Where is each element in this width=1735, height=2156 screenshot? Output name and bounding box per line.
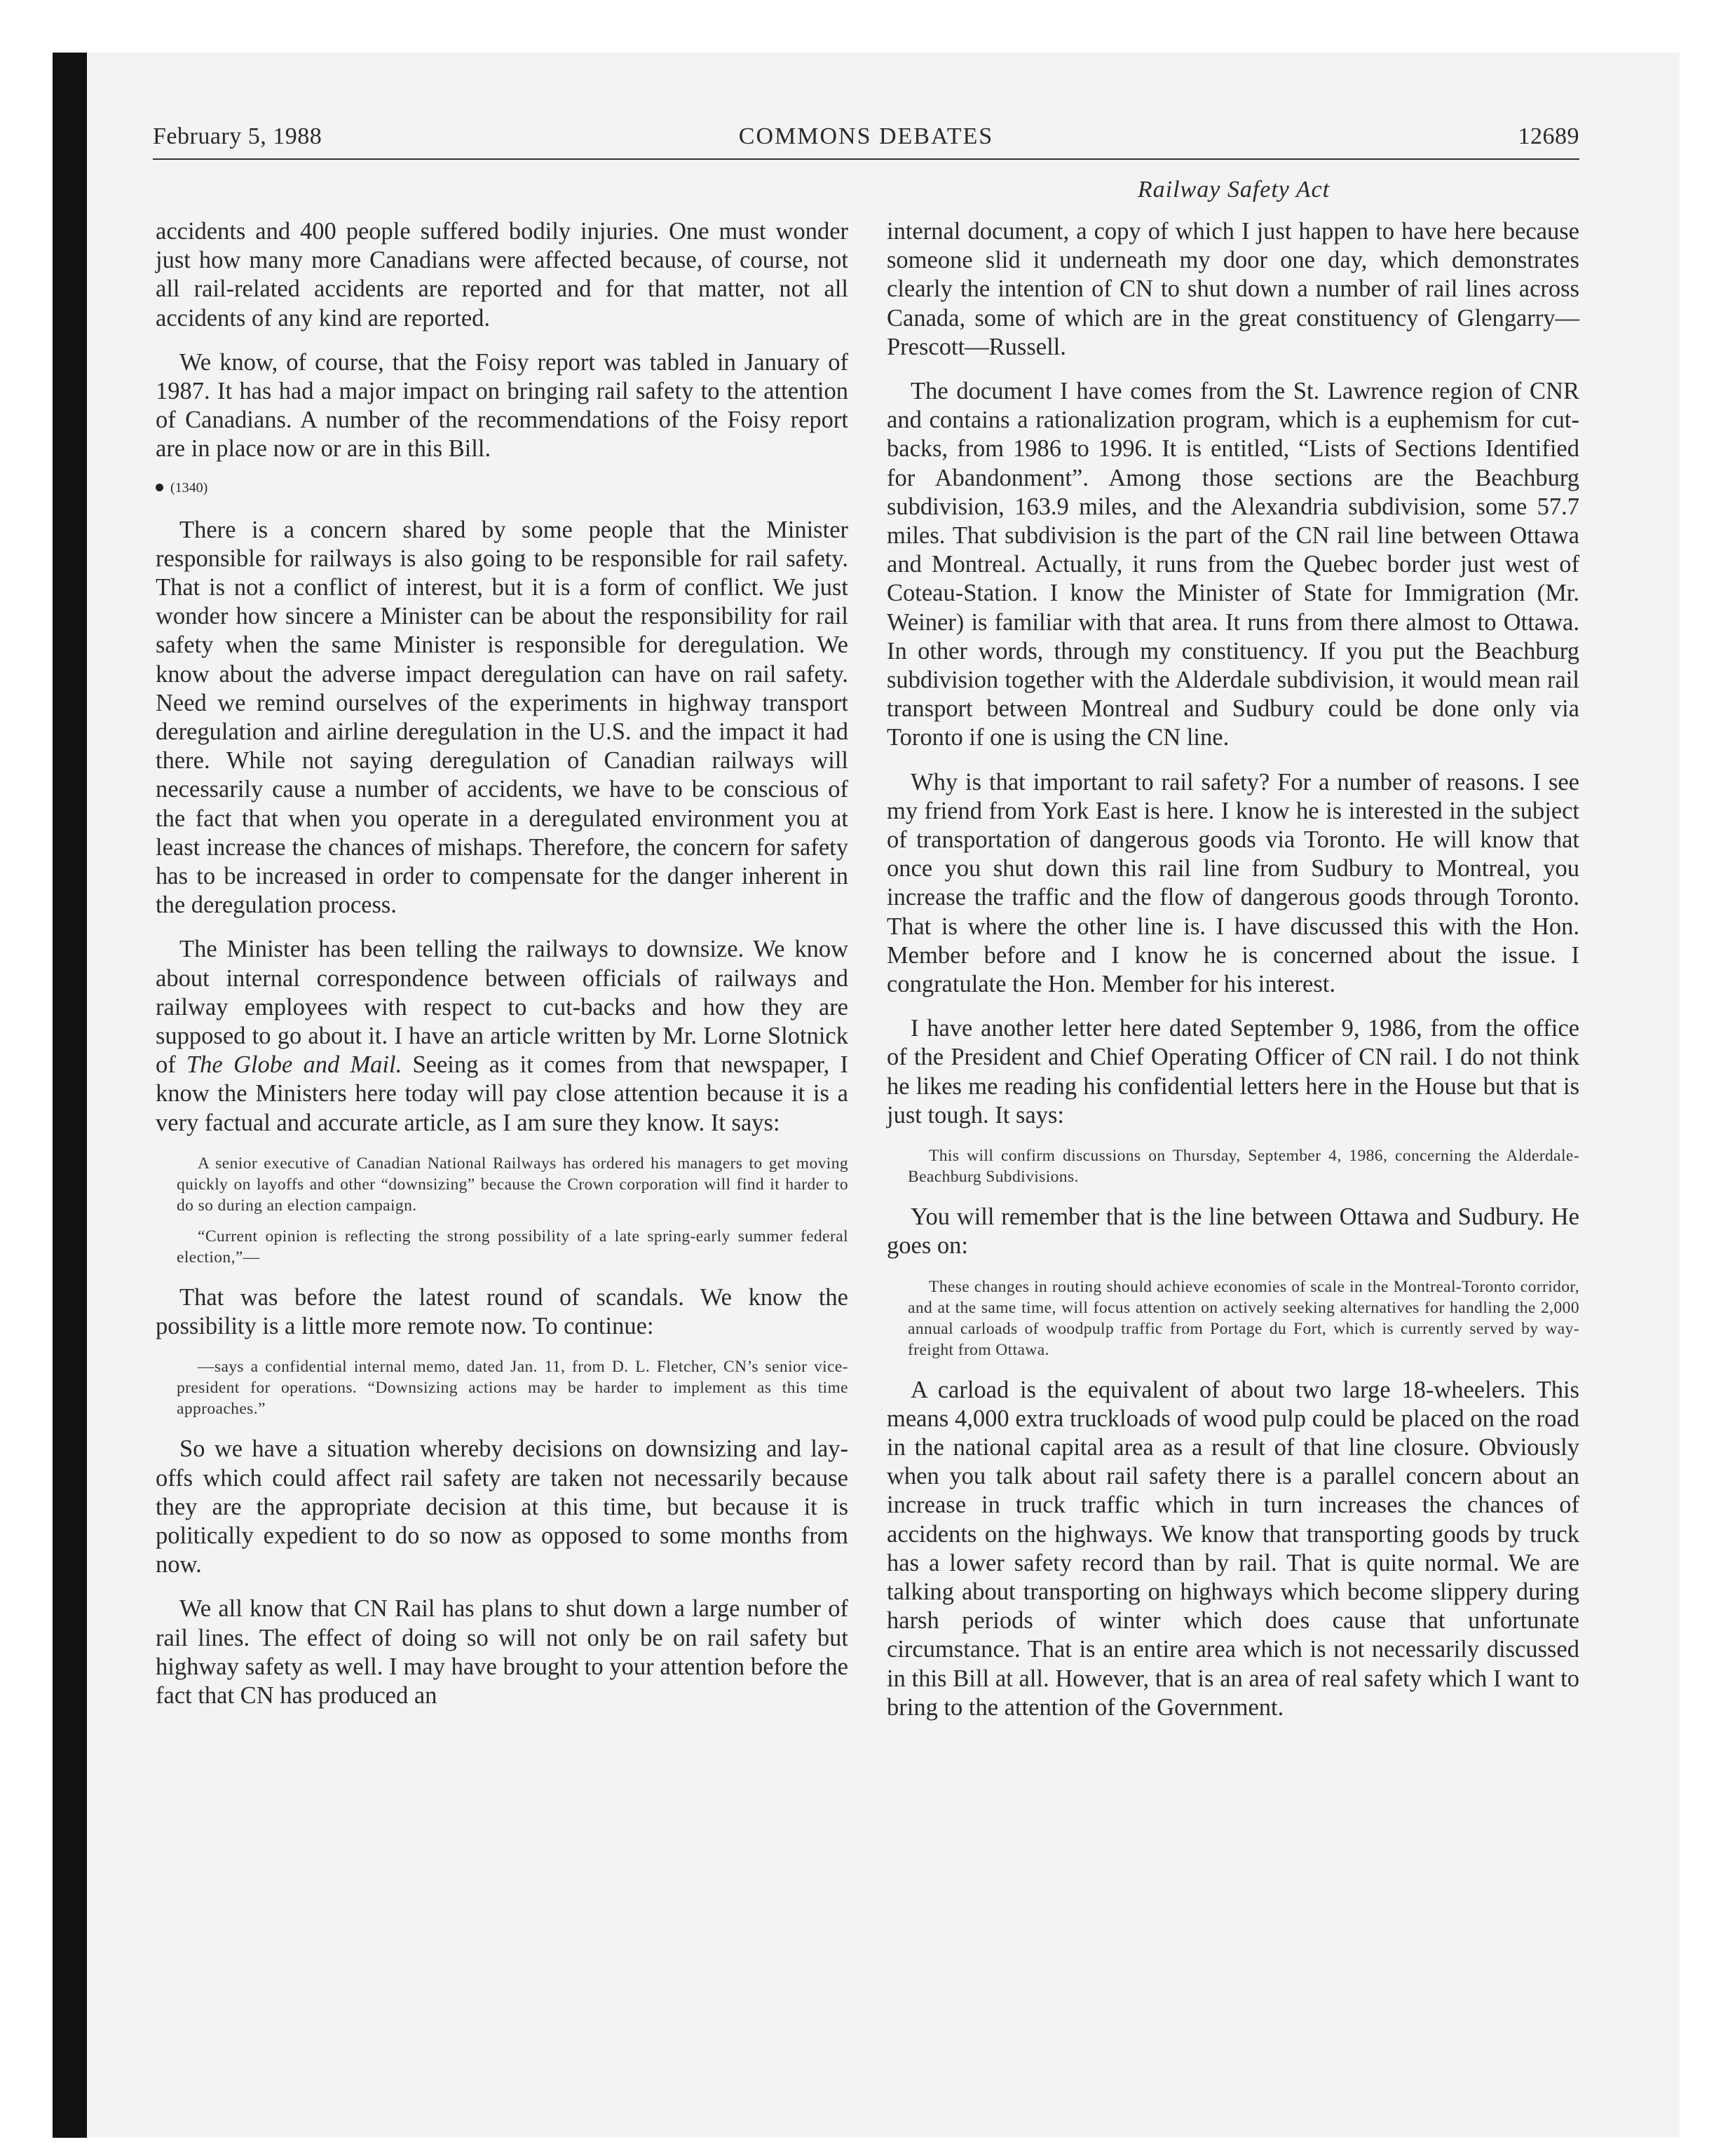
- block-quote: [908, 1276, 1579, 1360]
- time-marker-text: (1340): [170, 479, 208, 496]
- block-quote: [177, 1153, 848, 1268]
- paragraph: You will remember that is the line between Ottawa and Sudbury. He goes on:: [887, 1203, 1579, 1260]
- time-marker: [156, 479, 848, 496]
- header-rule: [153, 158, 1579, 160]
- paragraph: We all know that CN Rail has plans to shut down a large number of rail lines. The effect of doing so will not only be on rail safety but highway safety as well. I may have brought to your attention before the fact that CN has produced an: [156, 1595, 848, 1709]
- paragraph: Why is that important to rail safety? For a number of reasons. I see my friend from York East is here. I know he is interested in the subject of transportation of dangerous goods via Toronto. He will know that once you shut down this rail line from Sudbury to Montreal, you increase the traffic and the flow of dangerous goods through Toronto. That is where the other line is. I have discussed this with the Hon. Member before and I know he is concerned about the issue. I congratulate the Hon. Member for his interest.: [887, 768, 1579, 998]
- running-title: Railway Safety Act: [1137, 177, 1331, 203]
- header-publication-title: COMMONS DEBATES: [738, 123, 994, 149]
- header-date: February 5, 1988: [153, 123, 322, 149]
- paragraph: A carload is the equivalent of about two large 18-wheelers. This means 4,000 extra truckloads of wood pulp could be placed on the road in the national capital area as a result of that line closure. Obviously when you talk about rail safety there is a parallel concern about an increase in truck traffic which in turn increases the chances of accidents on the highways. We know that transporting goods by truck has a lower safety record than by rail. That is quite normal. We are talking about transporting on highways which become slippery during harsh periods of winter which does cause that unfortunate circumstance. That is an entire area which is not necessarily discussed in this Bill at all. However, that is an area of real safety which I want to bring to the attention of the Government.: [887, 1376, 1579, 1721]
- right-column: [887, 217, 1579, 1738]
- paragraph: There is a concern shared by some people that the Minister responsible for railways is also going to be responsible for rail safety. That is not a conflict of interest, but it is a form of conflict. We just wonder how sincere a Minister can be about the responsibility for rail safety when the same Minister is responsible for deregulation. We know about the adverse impact deregulation can have on rail safety. Need we remind ourselves of the experiments in highway transport deregulation and airline deregulation in the U.S. and the impact it had there. While not saying deregulation of Canadian railways will necessarily cause a number of accidents, we have to be conscious of the fact that when you operate in a deregulated environment you at least increase the chances of mishaps. Therefore, the concern for safety has to be increased in order to compensate for the danger inherent in the deregulation process.: [156, 516, 848, 919]
- paragraph: We know, of course, that the Foisy report was tabled in January of 1987. It has had a major impact on bringing rail safety to the attention of Canadians. A number of the recommendations of the Foisy report are in place now or are in this Bill.: [156, 348, 848, 463]
- quote-paragraph: A senior executive of Canadian National Railways has ordered his managers to get moving quickly on layoffs and other “downsizing” because the Crown corporation will find it harder to do so during an election campaign.: [177, 1154, 848, 1215]
- quote-paragraph: This will confirm discussions on Thursday, September 4, 1986, concerning the Alderdale-Beachburg Subdivisions.: [908, 1147, 1579, 1187]
- block-quote: [908, 1145, 1579, 1187]
- quote-paragraph: “Current opinion is reflecting the strong possibility of a late spring-early summer federal election,”—: [177, 1227, 848, 1267]
- paragraph: I have another letter here dated September 9, 1986, from the office of the President and Chief Operating Officer of CN rail. I do not think he likes me reading his confidential letters here in the House but that is just tough. It says:: [887, 1015, 1579, 1128]
- paragraph: internal document, a copy of which I just happen to have here because someone slid it underneath my door one day, which demonstrates clearly the intention of CN to shut down a number of rail lines across Canada, some of which are in the great constituency of Glengarry—Prescott—Russell.: [887, 218, 1579, 360]
- left-column: [156, 217, 848, 1726]
- publication-name: The Globe and Mail.: [186, 1051, 402, 1079]
- quote-paragraph: These changes in routing should achieve economies of scale in the Montreal-Toronto corridor, and at the same time, will focus attention on actively seeking alternatives for handling the 2,000 annual carloads of woodpulp traffic from Portage du Fort, which is currently served by way-freight from Ottawa.: [908, 1277, 1579, 1359]
- paragraph: The document I have comes from the St. Lawrence region of CNR and contains a rationalization program, which is a euphemism for cut-backs, from 1986 to 1996. It is entitled, “Lists of Sections Identified for Abandonment”. Among those sections are the Beachburg subdivision, 163.9 miles, and the Alexandria subdivision, some 57.7 miles. That subdivision is the part of the CN rail line between Ottawa and Montreal. Actually, it runs from the Quebec border just west of Coteau-Station. I know the Minister of State for Immigration (Mr. Weiner) is familiar with that area. It runs from there almost to Ottawa. In other words, through my constituency. If you put the Beachburg subdivision together with the Alderdale subdivision, it would mean rail transport between Montreal and Sudbury could be done only via Toronto if one is using the CN line.: [887, 378, 1579, 751]
- bullet-icon: [156, 484, 163, 491]
- block-quote: [177, 1356, 848, 1419]
- paragraph: [156, 935, 848, 1137]
- paragraph: That was before the latest round of scandals. We know the possibility is a little more remote now. To continue:: [156, 1283, 848, 1340]
- header-page-number: 12689: [1518, 123, 1579, 149]
- paragraph: accidents and 400 people suffered bodily injuries. One must wonder just how many more Canadians were affected because, of course, not all rail-related accidents are reported and for that matter, not all accidents of any kind are reported.: [156, 218, 848, 332]
- quote-paragraph: —says a confidential internal memo, dated Jan. 11, from D. L. Fletcher, CN’s senior vice-president for operations. “Downsizing actions may be harder to implement as this time approaches.”: [177, 1358, 848, 1419]
- scan-edge-bar: [53, 53, 87, 2138]
- paragraph-text: The Minister has been telling the railways to downsize. We know about internal correspondence between officials of railways and railway employees with respect to cut-backs and how they are supposed to go about it. I have an article written by Mr. Lorne Slotnick of: [156, 936, 848, 1079]
- page-header: [153, 123, 1579, 160]
- paragraph: So we have a situation whereby decisions on downsizing and lay-offs which could affect rail safety are taken not necessarily because they are the appropriate decision at this time, but because it is politically expedient to do so now as opposed to some months from now.: [156, 1435, 848, 1578]
- paragraph-text: Seeing as it comes from that newspaper, I know the Ministers here today will pay close attention because it is a very factual and accurate article, as I am sure they know. It says:: [156, 1051, 848, 1136]
